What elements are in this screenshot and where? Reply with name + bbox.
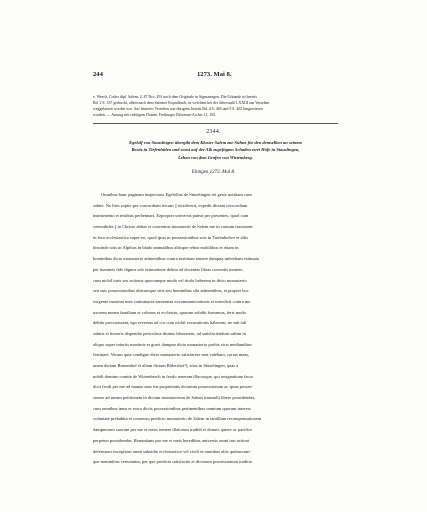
body-line: salute. Ne lites sopite per concordiam iterum || recidiverit, expedit dictam concordiam (93, 202, 248, 208)
body-line: in foro ecclesiastico super eo, quod ipsis in possessionibus suis in Tiufenhulwe et aliis (93, 234, 248, 240)
body-line: perpetuo possidendas. Renuntians pro me et meis heredibus universis omni iuri actioni (93, 437, 249, 443)
body-line: aliquo super iniuriis maximis et gravi dampno dicto monasterio probis viris mediantibus (93, 341, 252, 347)
body-line: voluntate prehabita et consensu predicto monasterio de Salem in tantillam recompensationem (93, 416, 262, 422)
footnote-line: worden. — Auszug mit richtigem Datum: Freiburger Diözesan-Archiv 11, 165. (93, 113, 217, 117)
footnote-line: v. Weech, Codex dipl. Salem. 2, 87 Nro. 491 nach dem Originale in Sigmaringen. Die Urkunde ist bereits (93, 95, 258, 99)
body-line: cum omnibus intus et extra dictis possessionibus pertinentibus omnium quorum interest (93, 405, 251, 411)
body-line: hincinde sitis in Alpibus in blado animalibus aliisque rebus mobilibus et etiam in (93, 245, 239, 251)
body-line: uxorem meam familiam et colonos et ecclesias, quarum subditi fueramus, ferri modo (93, 309, 246, 315)
body-line: festinavi. Verum quia condigne dicto monasterio satisfacere non valebam, curias meas, (93, 352, 250, 358)
footnote-line: Bd. 2 S. 337 gedruckt, allein nach dem Salemer Kopialbuch, in welchem bei der Jahreszahl LXXIII aus Versehen (93, 101, 270, 105)
document-number: 2344. (206, 129, 221, 135)
date-line: Ehingen 1273. Mai 8. (191, 170, 236, 175)
body-line: hominibus dicto monasterio attinentibus contra iustitiam temere dampna inferebam estimata (93, 256, 259, 262)
body-line: dampnorum suorum per me et meos temere illatorum tradidi et donavi quiete ac pacifice (93, 427, 253, 433)
page-number: 244 (93, 71, 103, 78)
regest-line: Egelolf von Stauslingen übergibt dem Kloster Salem zur Sühne für den demselben an seinem (129, 140, 302, 145)
body-line: dicti feodi per me ad manus suas ius proprietatis dictarum possessionum ac ipsas posses- (93, 384, 253, 390)
body-line: salutis et honoris dispendio periculose diutius laborarem, ad satisfaciendum saltim in (93, 330, 246, 336)
body-line: exigente maxima mea contumacia sententias excommunicationis et interdicti contra me (93, 298, 251, 304)
running-title: 1273. Mai 8. (197, 71, 232, 78)
regest-summary (95, 139, 336, 161)
section-divider (93, 123, 338, 124)
body-line: seu suis possessionibus ubicumque sitis seu hominibus sibi attinentibus, et propter hoc (93, 288, 249, 294)
regest-line: Lehen von dem Grafen von Wirtemberg. (178, 154, 253, 160)
footnote-line: weggelassen worden war. Auf letzteres Versehen war übrigens bereits Bd. 4 S. 463 und 5 S. 402 hingewiesen (93, 107, 263, 111)
body-line: venerabiles || in Christo abbas et conventus monasterii de Salem me in causam traxissent (93, 224, 253, 230)
footnote (93, 94, 338, 118)
body-line: cum nichil iuris seu actionis quocumque modo vel titulo haberem in dicto monasterio (93, 277, 247, 283)
body-line: que nominibus censeantur, per que predicta satisfactio et dictarum possessionum traditio (93, 459, 253, 465)
body-line: debito procurassent, ego reversus ad cor cum nichil excusationis haberem, ne sub tali (93, 320, 247, 326)
body-line: per homines fide dignos sub estimatione debita ad docentas libras currentis monete, (93, 266, 244, 272)
body-line: siones ad meam petitionem in dictum monasterium de Salem transtulit libere possidendas, (93, 395, 256, 401)
running-header (93, 71, 331, 83)
body-line: nobili domino comite de Wirtenberch in feodo teneram illucusque, qui resignatione facta (93, 373, 253, 379)
body-line: instrumento et testibus perhennari. Ezpropter universis pateat per presentes, quod cum (93, 213, 249, 219)
charter-text (93, 190, 338, 468)
body-line: defensioni exceptioni omni subsidio ecclesiastico vel civili et omnibus aliis quibuscum- (93, 448, 251, 454)
body-line: Omnibus hanc paginam inspecturis Egelolfus de Stüzelingen rei geste notitiam cum (101, 192, 252, 197)
body-line: unam dictam Brunenhof et aliam dictam Rûlershof¹), sitas in Stüzelingen, quas a (93, 363, 239, 368)
regest-line: Besitz in Tiefenhülen und sonst auf der Alb zugefügten Schaden zwei Höfe in Stauslingen, (131, 147, 300, 153)
